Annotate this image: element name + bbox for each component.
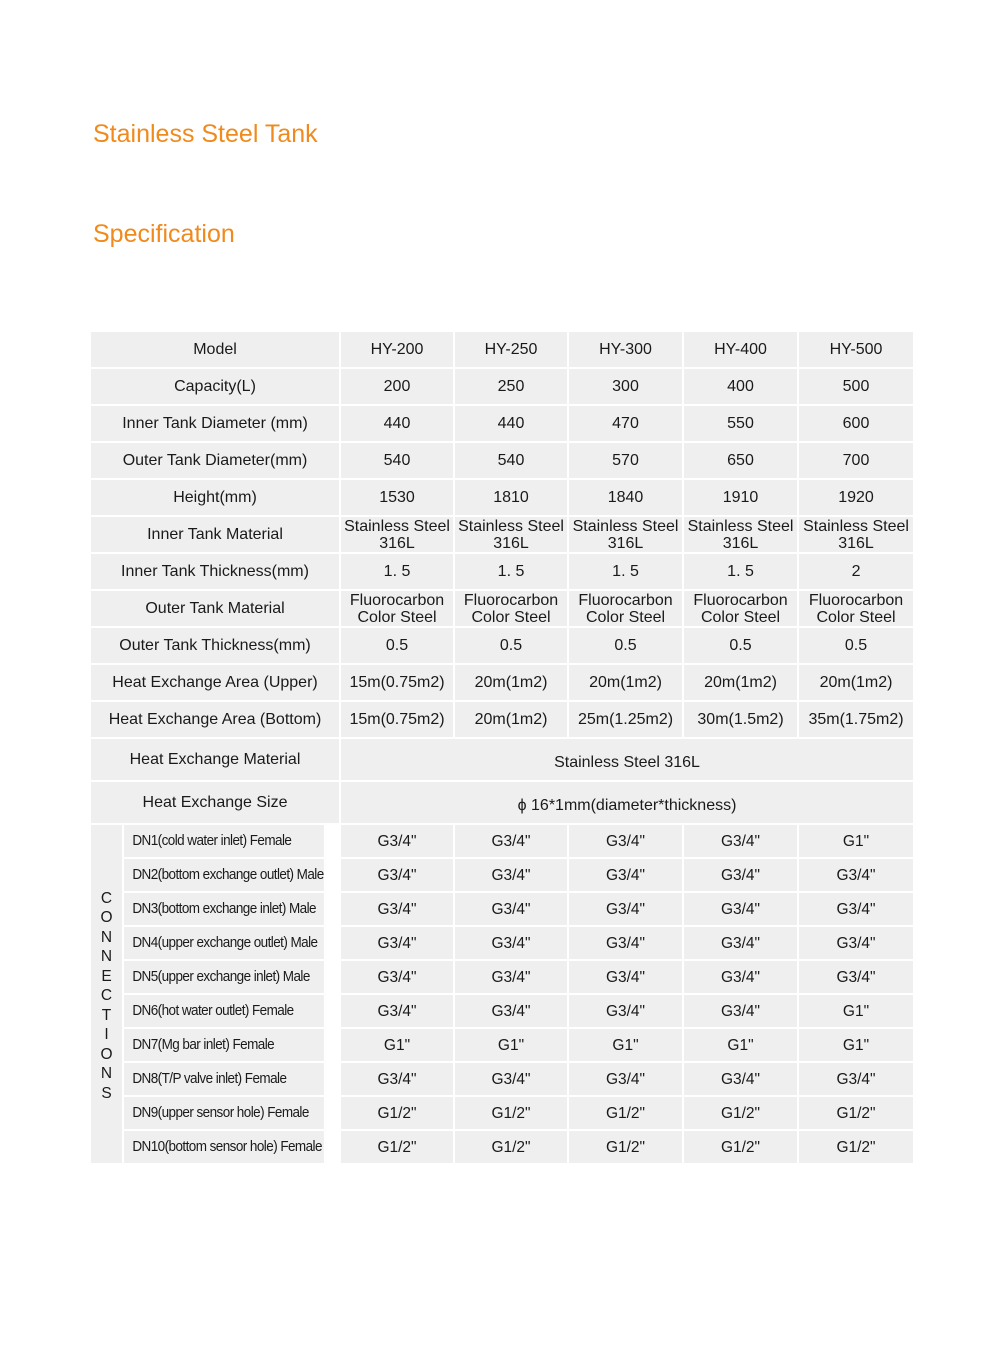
- connection-label: DN5(upper exchange inlet) Male: [124, 961, 326, 995]
- section-title: Specification: [93, 220, 235, 248]
- connection-cell: G1": [684, 1029, 799, 1063]
- connection-cell: G3/4": [569, 1063, 684, 1097]
- table-row: [91, 702, 913, 739]
- connection-row: [91, 995, 913, 1029]
- row-label: Inner Tank Diameter (mm): [91, 406, 341, 443]
- table-row: [91, 480, 913, 517]
- table-cell: 25m(1.25m2): [569, 702, 684, 739]
- connection-row: [91, 893, 913, 927]
- connection-cell: G1": [799, 995, 913, 1029]
- table-header-row: [91, 332, 913, 369]
- connections-letter: S: [101, 1084, 112, 1102]
- connection-label: DN10(bottom sensor hole) Female: [124, 1131, 326, 1165]
- connection-cell: G3/4": [455, 893, 569, 927]
- table-cell: 1. 5: [341, 554, 455, 591]
- row-label: Height(mm): [91, 480, 341, 517]
- model-header-cell: HY-300: [569, 332, 684, 369]
- connection-cell: G3/4": [569, 961, 684, 995]
- row-label: Heat Exchange Area (Upper): [91, 665, 341, 702]
- table-cell: 20m(1m2): [455, 702, 569, 739]
- table-cell: 0.5: [799, 628, 913, 665]
- row-label: Outer Tank Material: [91, 591, 341, 628]
- connection-cell: G1/2": [455, 1097, 569, 1131]
- table-cell: 1530: [341, 480, 455, 517]
- connection-cell: G3/4": [684, 927, 799, 961]
- table-cell: 440: [341, 406, 455, 443]
- connection-row: [91, 1029, 913, 1063]
- connection-cell: G3/4": [455, 995, 569, 1029]
- table-cell: 1. 5: [684, 554, 799, 591]
- table-cell: Stainless Steel 316L: [569, 517, 684, 554]
- table-cell: 20m(1m2): [455, 665, 569, 702]
- table-cell: 15m(0.75m2): [341, 665, 455, 702]
- table-cell: Fluorocarbon Color Steel: [799, 591, 913, 628]
- merged-value-cell: ϕ 16*1mm(diameter*thickness): [341, 782, 913, 825]
- connection-cell: G1/2": [455, 1131, 569, 1165]
- connection-cell: G3/4": [341, 825, 455, 859]
- table-cell: Fluorocarbon Color Steel: [455, 591, 569, 628]
- row-label: Outer Tank Diameter(mm): [91, 443, 341, 480]
- table-cell: 540: [341, 443, 455, 480]
- connection-label: DN9(upper sensor hole) Female: [124, 1097, 326, 1131]
- connection-row: [91, 927, 913, 961]
- connection-cell: G3/4": [684, 995, 799, 1029]
- connection-cell: G1/2": [799, 1131, 913, 1165]
- connection-cell: G3/4": [684, 961, 799, 995]
- connection-row: [91, 1097, 913, 1131]
- table-cell: 1810: [455, 480, 569, 517]
- table-cell: 400: [684, 369, 799, 406]
- connection-cell: G1": [569, 1029, 684, 1063]
- row-label: Heat Exchange Area (Bottom): [91, 702, 341, 739]
- connection-cell: G1/2": [569, 1097, 684, 1131]
- table-row: [91, 591, 913, 628]
- connection-label: DN8(T/P valve inlet) Female: [124, 1063, 326, 1097]
- connection-cell: G3/4": [569, 927, 684, 961]
- row-label: Capacity(L): [91, 369, 341, 406]
- table-cell: 1840: [569, 480, 684, 517]
- table-cell: 0.5: [341, 628, 455, 665]
- row-label: Heat Exchange Material: [91, 739, 341, 782]
- table-row: [91, 739, 913, 782]
- table-cell: Stainless Steel 316L: [455, 517, 569, 554]
- connection-cell: G3/4": [799, 927, 913, 961]
- connections-letter: O: [100, 909, 113, 927]
- connection-cell: G1": [341, 1029, 455, 1063]
- connection-row: [91, 1063, 913, 1097]
- table-row: [91, 665, 913, 702]
- connection-cell: G1": [455, 1029, 569, 1063]
- connection-cell: G3/4": [799, 893, 913, 927]
- table-cell: 1. 5: [569, 554, 684, 591]
- page-title: Stainless Steel Tank: [93, 120, 318, 148]
- table-cell: 0.5: [684, 628, 799, 665]
- table-cell: 0.5: [455, 628, 569, 665]
- connection-cell: G3/4": [684, 825, 799, 859]
- table-cell: 550: [684, 406, 799, 443]
- connection-cell: G3/4": [455, 859, 569, 893]
- table-row: [91, 517, 913, 554]
- table-cell: 15m(0.75m2): [341, 702, 455, 739]
- table-cell: 540: [455, 443, 569, 480]
- connection-cell: G1/2": [341, 1097, 455, 1131]
- connection-cell: G3/4": [684, 859, 799, 893]
- connection-cell: G3/4": [799, 961, 913, 995]
- table-cell: Stainless Steel 316L: [799, 517, 913, 554]
- connections-letter: O: [100, 1045, 113, 1063]
- table-cell: 20m(1m2): [684, 665, 799, 702]
- connection-label: DN2(bottom exchange outlet) Male: [124, 859, 326, 893]
- table-cell: 650: [684, 443, 799, 480]
- connection-cell: G3/4": [799, 1063, 913, 1097]
- table-cell: 300: [569, 369, 684, 406]
- connection-cell: G1": [799, 825, 913, 859]
- connection-cell: G3/4": [341, 961, 455, 995]
- spec-table-body: [91, 332, 913, 1165]
- table-row: [91, 554, 913, 591]
- connection-cell: G1/2": [684, 1131, 799, 1165]
- connection-cell: G1/2": [569, 1131, 684, 1165]
- connection-row: [91, 1131, 913, 1165]
- table-cell: 250: [455, 369, 569, 406]
- table-cell: 600: [799, 406, 913, 443]
- connection-label: DN3(bottom exchange inlet) Male: [124, 893, 326, 927]
- row-label: Heat Exchange Size: [91, 782, 341, 825]
- connections-vertical-label: [91, 825, 124, 1165]
- connection-cell: G3/4": [799, 859, 913, 893]
- connections-letter: N: [100, 948, 113, 966]
- connection-label: DN6(hot water outlet) Female: [124, 995, 326, 1029]
- connections-letter: I: [104, 1026, 109, 1044]
- table-cell: Fluorocarbon Color Steel: [569, 591, 684, 628]
- connection-label: DN1(cold water inlet) Female: [124, 825, 326, 859]
- table-cell: Stainless Steel 316L: [341, 517, 455, 554]
- connection-cell: G1/2": [799, 1097, 913, 1131]
- connection-cell: G3/4": [569, 995, 684, 1029]
- row-label: Outer Tank Thickness(mm): [91, 628, 341, 665]
- connection-row: [91, 961, 913, 995]
- table-cell: 2: [799, 554, 913, 591]
- table-cell: 1910: [684, 480, 799, 517]
- table-cell: Fluorocarbon Color Steel: [684, 591, 799, 628]
- connection-cell: G3/4": [341, 995, 455, 1029]
- connection-cell: G3/4": [455, 1063, 569, 1097]
- connections-letter: T: [101, 1006, 112, 1024]
- table-row: [91, 406, 913, 443]
- table-cell: 470: [569, 406, 684, 443]
- merged-value-cell: Stainless Steel 316L: [341, 739, 913, 782]
- model-header-cell: HY-500: [799, 332, 913, 369]
- table-cell: 1. 5: [455, 554, 569, 591]
- connections-letter: C: [100, 987, 113, 1005]
- connection-cell: G3/4": [569, 859, 684, 893]
- table-row: [91, 443, 913, 480]
- table-cell: Fluorocarbon Color Steel: [341, 591, 455, 628]
- table-cell: 35m(1.75m2): [799, 702, 913, 739]
- connection-row: [91, 825, 913, 859]
- table-cell: 500: [799, 369, 913, 406]
- connection-cell: G3/4": [455, 961, 569, 995]
- connection-cell: G3/4": [569, 893, 684, 927]
- table-row: [91, 628, 913, 665]
- connection-cell: G3/4": [341, 1063, 455, 1097]
- row-label: Model: [91, 332, 341, 369]
- connection-cell: G1": [799, 1029, 913, 1063]
- table-cell: 1920: [799, 480, 913, 517]
- row-label: Inner Tank Material: [91, 517, 341, 554]
- table-cell: 0.5: [569, 628, 684, 665]
- connection-cell: G3/4": [341, 893, 455, 927]
- table-cell: 700: [799, 443, 913, 480]
- row-label: Inner Tank Thickness(mm): [91, 554, 341, 591]
- table-row: [91, 782, 913, 825]
- connection-row: [91, 859, 913, 893]
- table-cell: 570: [569, 443, 684, 480]
- connection-cell: G1/2": [341, 1131, 455, 1165]
- connections-letter: E: [101, 967, 112, 985]
- connection-cell: G3/4": [455, 825, 569, 859]
- connection-cell: G1/2": [684, 1097, 799, 1131]
- table-cell: 20m(1m2): [799, 665, 913, 702]
- connection-cell: G3/4": [455, 927, 569, 961]
- table-cell: Stainless Steel 316L: [684, 517, 799, 554]
- connection-cell: G3/4": [341, 927, 455, 961]
- model-header-cell: HY-250: [455, 332, 569, 369]
- connections-letter: N: [100, 928, 113, 946]
- connection-cell: G3/4": [684, 893, 799, 927]
- model-header-cell: HY-200: [341, 332, 455, 369]
- spec-table: [91, 332, 913, 1165]
- connection-cell: G3/4": [569, 825, 684, 859]
- connection-label: DN4(upper exchange outlet) Male: [124, 927, 326, 961]
- connection-cell: G3/4": [684, 1063, 799, 1097]
- table-cell: 440: [455, 406, 569, 443]
- connections-letter: N: [100, 1065, 113, 1083]
- table-cell: 200: [341, 369, 455, 406]
- connections-letter: C: [100, 889, 113, 907]
- connection-label: DN7(Mg bar inlet) Female: [124, 1029, 326, 1063]
- model-header-cell: HY-400: [684, 332, 799, 369]
- connection-cell: G3/4": [341, 859, 455, 893]
- table-cell: 30m(1.5m2): [684, 702, 799, 739]
- table-cell: 20m(1m2): [569, 665, 684, 702]
- table-row: [91, 369, 913, 406]
